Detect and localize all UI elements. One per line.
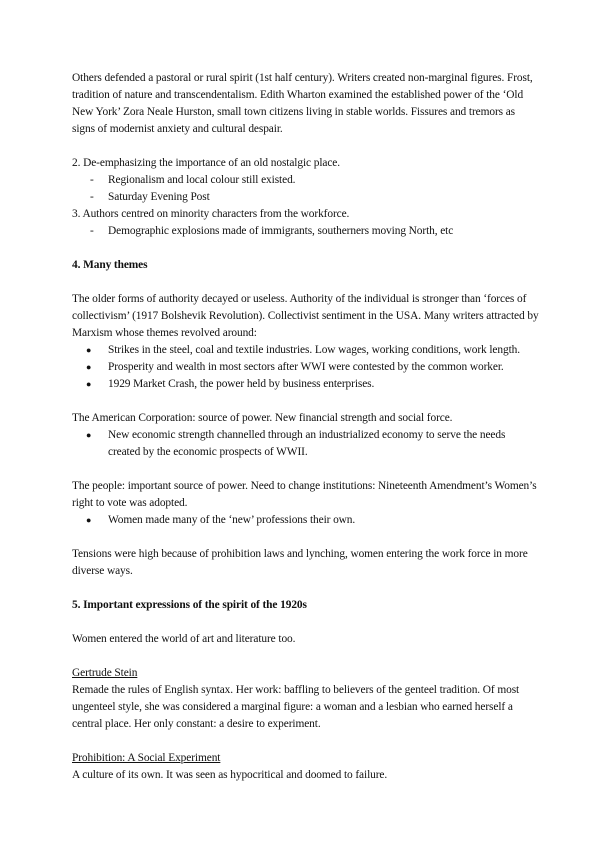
intro-paragraph: Others defended a pastoral or rural spirit (1st half century). Writers created non-marginal figures. Frost, tradition of nature and transcendentalism. Edith Wharton examined the established power of the ‘Old New York’ Zora Neale Hurston, small town citizens living in stable worlds. Fissures and tremors as signs of modernist anxiety and cultural despair. <box>72 72 533 135</box>
point-3-list <box>72 223 540 240</box>
point-2-list <box>72 172 540 206</box>
section-4-para-1: The older forms of authority decayed or useless. Authority of the individual is stronger than ‘forces of collectivism’ (1917 Bolshevik Revolution). Collectivist sentiment in the USA. Many writers attracted by Marxism whose themes revolved around: <box>72 293 539 339</box>
point-3: 3. Authors centred on minority characters from the workforce. <box>72 208 350 220</box>
section-4-bullets-2 <box>72 427 540 461</box>
section-4-heading: 4. Many themes <box>72 259 148 271</box>
section-4-para-4: Tensions were high because of prohibition laws and lynching, women entering the work force in more diverse ways. <box>72 548 528 577</box>
bullet-marker: ● <box>86 345 92 355</box>
list-item: - Demographic explosions made of immigrants, southerners moving North, etc <box>72 223 540 240</box>
list-item: ● 1929 Market Crash, the power held by business enterprises. <box>72 376 540 393</box>
point-2: 2. De-emphasizing the importance of an old nostalgic place. <box>72 157 341 169</box>
list-item: - Regionalism and local colour still existed. <box>72 172 540 189</box>
bullet-marker: ● <box>86 430 92 440</box>
prohibition-paragraph: A culture of its own. It was seen as hypocritical and doomed to failure. <box>72 769 388 781</box>
list-item: ● Strikes in the steel, coal and textile industries. Low wages, working conditions, work length. <box>72 342 540 359</box>
dash-marker: - <box>90 191 94 203</box>
dash-marker: - <box>90 225 94 237</box>
list-item: ● New economic strength channelled through an industrialized economy to serve the needs created by the economic prospects of WWII. <box>86 429 506 458</box>
prohibition-subheading: Prohibition: A Social Experiment <box>72 752 221 764</box>
section-4-bullets-3 <box>72 512 540 529</box>
section-5-heading: 5. Important expressions of the spirit of the 1920s <box>72 599 307 611</box>
bullet-marker: ● <box>86 362 92 372</box>
section-4-para-3: The people: important source of power. Need to change institutions: Nineteenth Amendment’s Women’s right to vote was adopted. <box>72 480 537 509</box>
list-item: ● Prosperity and wealth in most sectors after WWI were contested by the common worker. <box>72 359 540 376</box>
bullet-marker: ● <box>86 515 92 525</box>
list-item: ● Women made many of the ‘new’ professions their own. <box>72 512 540 529</box>
dash-marker: - <box>90 174 94 186</box>
section-4-para-2: The American Corporation: source of power. New financial strength and social force. <box>72 412 453 424</box>
section-5-intro: Women entered the world of art and literature too. <box>72 633 296 645</box>
stein-subheading: Gertrude Stein <box>72 667 138 679</box>
stein-paragraph: Remade the rules of English syntax. Her work: baffling to believers of the genteel tradition. Of most ungenteel style, she was considered a marginal figure: a woman and a lesbian who earned herself a central place. Her only constant: a desire to experiment. <box>72 684 520 730</box>
bullet-marker: ● <box>86 379 92 389</box>
section-4-bullets-1 <box>72 342 540 393</box>
list-item: - Saturday Evening Post <box>72 189 540 206</box>
